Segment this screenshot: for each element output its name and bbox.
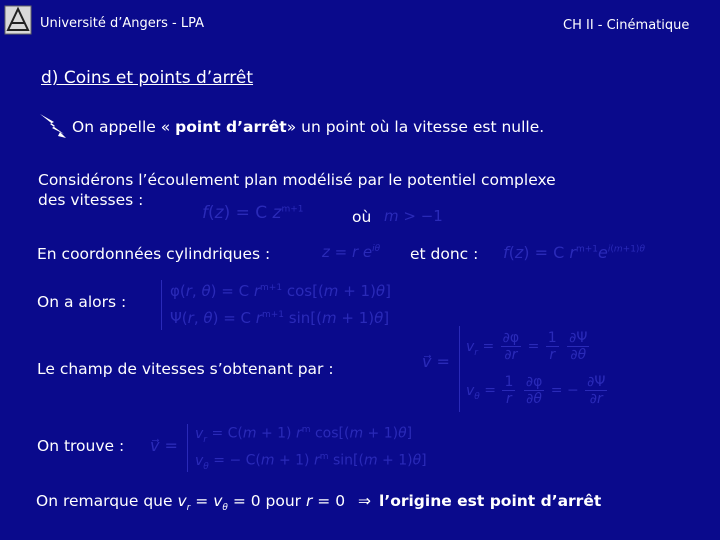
remark-prefix: On remarque que [36, 492, 178, 510]
equation-vtheta-result: $v_\theta$ = − C(m + 1) $r^m$ sin[(m + 1)θ] [195, 452, 427, 472]
where-word: où [352, 208, 372, 226]
equation-f-polar: f(z) = C $r^{m+1}e^{i(m+1)\theta}$ [503, 243, 645, 262]
var-vr: $v_r$ [177, 492, 191, 514]
equation-vr-def: $v_r$ = $\frac{\partial\varphi}{\partial r}$ = $\frac{1}{r}$ $\frac{\partial\Psi}{\partial\theta}$ [466, 330, 588, 363]
section-title: d) Coins et points d’arrêt [41, 68, 254, 88]
equation-vtheta-def: $v_\theta$ = $\frac{1}{r}$ $\frac{\partial\varphi}{\partial\theta}$ = − $\frac{\partial\Psi}{\partial r}$ [466, 374, 606, 407]
remark-r-eq: = 0 [312, 492, 346, 510]
consider-line-1: Considérons l’écoulement plan modélisé par le potentiel complexe [38, 171, 556, 189]
implies-arrow-icon: ⇒ [358, 492, 371, 510]
equation-v-vector: v⃗ = [422, 352, 450, 371]
equation-z-polar: z = r $e^{i\theta}$ [322, 243, 381, 261]
definition-prefix: On appelle « [72, 118, 176, 136]
equation-phi: φ(r, θ) = C $r^{m+1}$ cos[(m + 1)θ] [170, 282, 391, 300]
remark-conclusion: l’origine est point d’arrêt [379, 492, 602, 510]
equation-v-vector-result: v⃗ = [150, 436, 178, 455]
brace-velocity-result [187, 424, 188, 472]
university-logo-icon [4, 5, 32, 35]
brace-velocity-def [459, 326, 460, 412]
cylindrical-label: En coordonnées cylindriques : [37, 245, 271, 263]
header-left: Université d’Angers - LPA [40, 16, 204, 31]
velocity-field-label: Le champ de vitesses s’obtenant par : [37, 360, 334, 378]
var-r: r [305, 492, 313, 510]
remark-line: On remarque que $v_r = v_\theta = 0$ pour r = 0 ⇒ l’origine est point d’arrêt [36, 492, 602, 514]
we-find: On trouve : [37, 437, 125, 455]
definition-term: point d’arrêt [175, 118, 287, 136]
lightning-icon [38, 112, 68, 144]
and-thus: et donc : [410, 245, 479, 263]
remark-middle: = 0 pour [227, 492, 306, 510]
brace-phi-psi [161, 280, 162, 330]
consider-line-2: des vitesses : [38, 191, 144, 209]
definition-suffix: » un point où la vitesse est nulle. [286, 118, 545, 136]
we-have: On a alors : [37, 293, 127, 311]
definition-line [72, 118, 544, 136]
var-vtheta: $v_\theta$ [213, 492, 228, 514]
header-right: CH II - Cinématique [563, 18, 690, 33]
equation-m-condition: m > −1 [384, 207, 443, 225]
equation-psi: Ψ(r, θ) = C $r^{m+1}$ sin[(m + 1)θ] [170, 309, 390, 327]
equation-vr-result: $v_r = C(m + 1)$ $r^m$ cos[(m + 1)θ] [195, 425, 413, 445]
equation-potential: f(z) = C $z^{m+1}$ [202, 203, 304, 223]
